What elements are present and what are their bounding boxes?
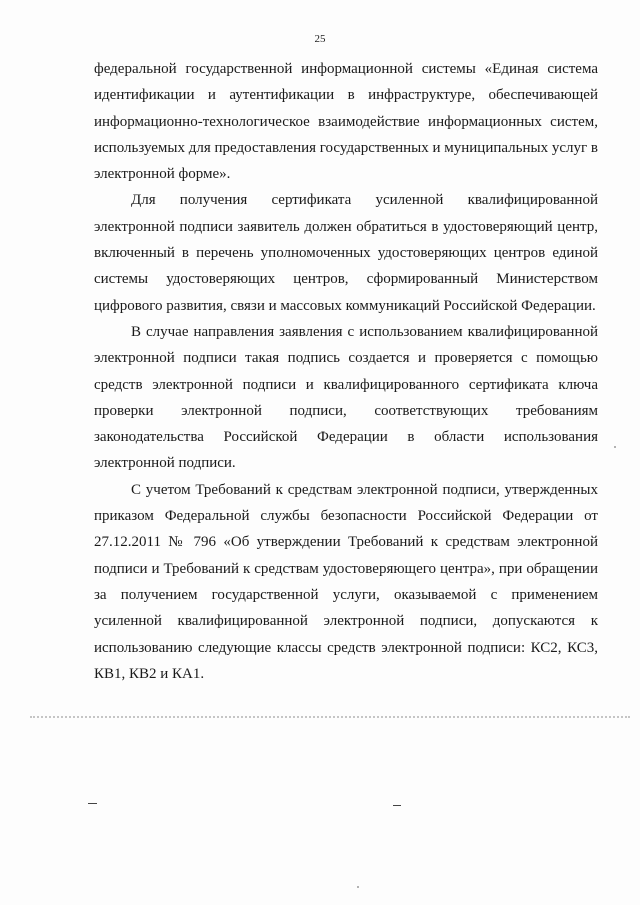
- paragraph-2: Для получения сертификата усиленной квалифицированной электронной подписи заявитель должен обратиться в удостоверяющий центр, включенный в перечень уполномоченных удостоверяющих центров единой системы удостоверяющих центров, сформированный Министерством цифрового развития, связи и массовых коммуникаций Российской Федерации.: [94, 192, 598, 314]
- body-text: [94, 56, 598, 687]
- page-number: 25: [314, 33, 326, 45]
- scan-mark-left: [88, 803, 97, 804]
- paragraph-4: С учетом Требований к средствам электронной подписи, утвержденных приказом Федеральной службы безопасности Российской Федерации от 27.12.2011 № 796 «Об утверждении Требований к средствам электронной подписи и Требований к средствам удостоверяющего центра», при обращении за получением государственной услуги, оказываемой с применением усиленной квалифицированной электронной подписи, допускаются к использованию следующие классы средств электронной подписи: КС2, КС3, КВ1, КВ2 и КА1.: [94, 481, 598, 682]
- scan-mark-right: [393, 805, 401, 806]
- scan-speck: [614, 446, 616, 448]
- scan-speck: [357, 886, 359, 888]
- paragraph-1: федеральной государственной информационной системы «Единая система идентификации и аутентификации в инфраструктуре, обеспечивающей информационно-технологическое взаимодействие информационных систем, используемых для предоставления государственных и муниципальных услуг в электронной форме».: [94, 61, 598, 183]
- paragraph-3: В случае направления заявления с использованием квалифицированной электронной подписи такая подпись создается и проверяется с помощью средств электронной подписи и квалифицированного сертификата ключа проверки электронной подписи, соответствующих требованиям законодательства Российской Федерации в области использования электронной подписи.: [94, 323, 598, 472]
- scan-artifact-line: [30, 716, 630, 718]
